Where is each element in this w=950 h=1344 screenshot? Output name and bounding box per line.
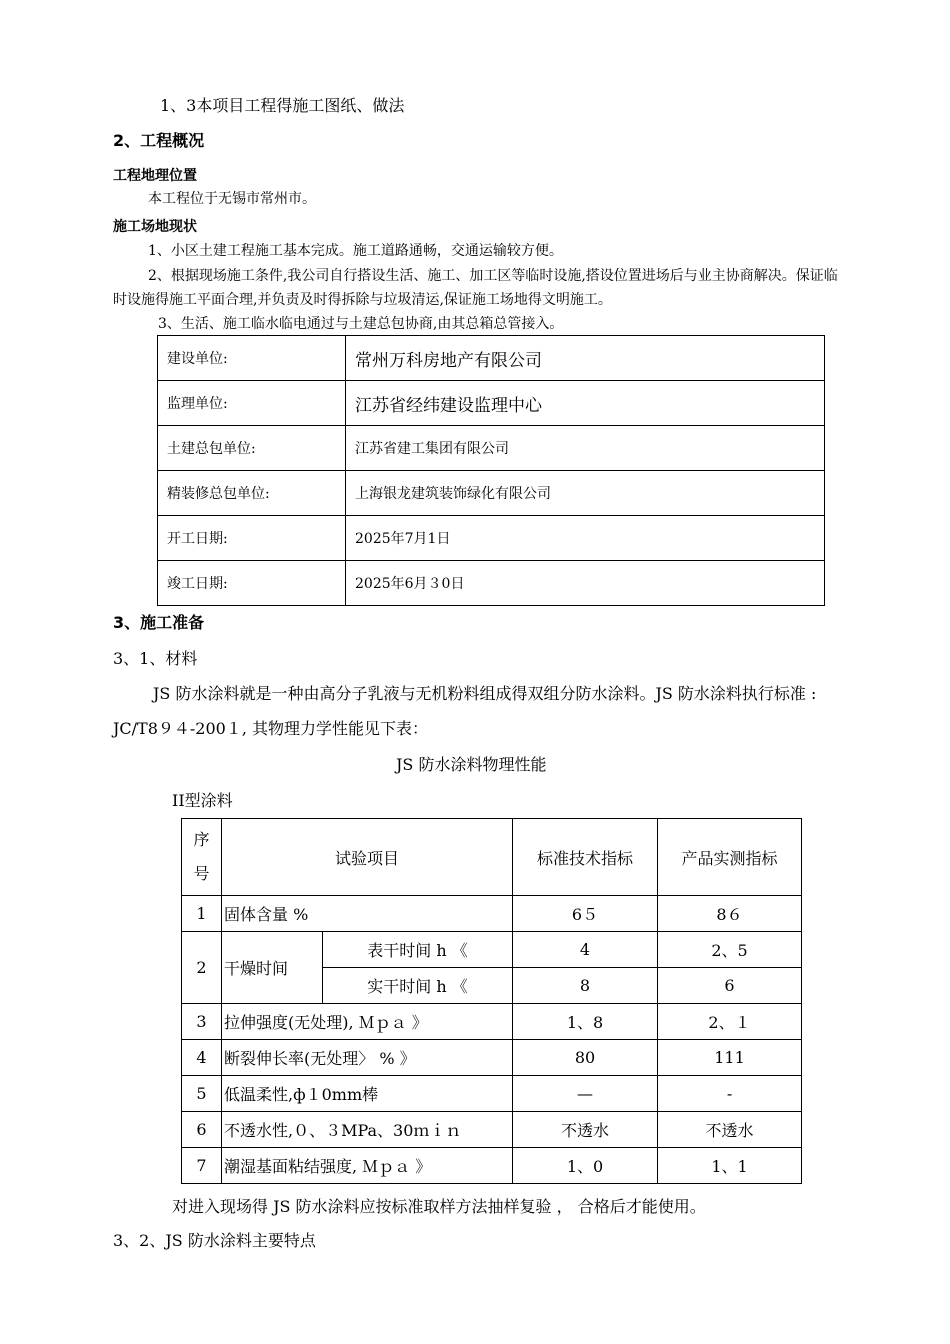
row-subitem: 实干时间 h 《 [323, 968, 513, 1004]
row-measured: 8６ [658, 896, 802, 932]
row-item: 干燥时间 [222, 932, 323, 1004]
coating-type-label: II型涂料 [172, 791, 233, 810]
table-row [182, 1148, 802, 1184]
project-info-table [157, 335, 825, 606]
row-measured: 2、１ [658, 1004, 802, 1040]
subheading-site-status: 施工场地现状 [113, 219, 197, 235]
row-measured: - [658, 1076, 802, 1112]
site-item-3: 3、生活、施工临水临电通过与土建总包协商,由其总箱总管接入。 [158, 316, 564, 332]
table-row [182, 932, 802, 968]
heading-project-overview: 2、工程概况 [113, 131, 205, 150]
table-row [158, 426, 825, 471]
info-value: 2025年7月1日 [346, 516, 825, 561]
info-value: 常州万科房地产有限公司 [346, 336, 825, 381]
section-3-2-features: 3、2、JS 防水涂料主要特点 [113, 1231, 316, 1250]
row-standard: 不透水 [513, 1112, 658, 1148]
after-table-note: 对进入现场得 JS 防水涂料应按标准取样方法抽样复验 ， 合格后才能使用。 [172, 1197, 706, 1216]
row-standard: 1、0 [513, 1148, 658, 1184]
header-no: 序号 [182, 819, 222, 896]
info-value: 江苏省建工集团有限公司 [346, 426, 825, 471]
table-row [182, 1004, 802, 1040]
row-measured: 2、5 [658, 932, 802, 968]
info-label: 监理单位: [158, 381, 346, 426]
subheading-location: 工程地理位置 [113, 168, 197, 184]
row-standard: — [513, 1076, 658, 1112]
info-value: 2025年6月３0日 [346, 561, 825, 606]
site-item-1: 1、小区土建工程施工基本完成。施工道路通畅，交通运输较方便。 [148, 243, 563, 259]
info-label: 精装修总包单位: [158, 471, 346, 516]
row-standard: 80 [513, 1040, 658, 1076]
info-label: 开工日期: [158, 516, 346, 561]
table-row [182, 1040, 802, 1076]
row-item: 低温柔性,ф１0mm棒 [222, 1076, 513, 1112]
header-measured: 产品实测指标 [658, 819, 802, 896]
table-header-row [182, 819, 802, 896]
row-no: 7 [182, 1148, 222, 1184]
row-measured: 不透水 [658, 1112, 802, 1148]
row-item: 拉伸强度(无处理), Ｍｐａ 》 [222, 1004, 513, 1040]
row-measured: 111 [658, 1040, 802, 1076]
table-row [158, 381, 825, 426]
materials-text: JS 防水涂料就是一种由高分子乳液与无机粉料组成得双组分防水涂料。JS 防水涂料执行标准 : JC/T8９４-200１, 其物理力学性能见下表： [113, 684, 817, 738]
header-standard: 标准技术指标 [513, 819, 658, 896]
row-standard: 8 [513, 968, 658, 1004]
info-label: 土建总包单位: [158, 426, 346, 471]
section-3-1-materials: 3、1、材料 [113, 649, 198, 668]
info-value: 江苏省经纬建设监理中心 [346, 381, 825, 426]
row-no: 4 [182, 1040, 222, 1076]
row-measured: 6 [658, 968, 802, 1004]
row-subitem: 表干时间 h 《 [323, 932, 513, 968]
row-measured: 1、1 [658, 1148, 802, 1184]
row-no: 3 [182, 1004, 222, 1040]
table-row [158, 471, 825, 516]
row-no: 1 [182, 896, 222, 932]
row-item: 断裂伸长率(无处理〉 % 》 [222, 1040, 513, 1076]
info-value: 上海银龙建筑装饰绿化有限公司 [346, 471, 825, 516]
location-text: 本工程位于无锡市常州市。 [148, 191, 316, 207]
heading-construction-prep: 3、施工准备 [113, 613, 205, 632]
site-item-2: 2、根据现场施工条件,我公司自行搭设生活、施工、加工区等临时设施,搭设位置进场后与业主协商解决。保证临时设施得施工平面合理,并负责及时得拆除与垃圾清运,保证施工场地得文明施工。 [113, 268, 838, 308]
row-no: 6 [182, 1112, 222, 1148]
row-no: 2 [182, 932, 222, 1004]
header-item: 试验项目 [222, 819, 513, 896]
info-label: 建设单位: [158, 336, 346, 381]
physical-properties-table [181, 818, 802, 1184]
table-row [158, 336, 825, 381]
row-standard: 1、8 [513, 1004, 658, 1040]
info-label: 竣工日期: [158, 561, 346, 606]
table-row [182, 896, 802, 932]
row-no: 5 [182, 1076, 222, 1112]
row-standard: 4 [513, 932, 658, 968]
table-row [158, 561, 825, 606]
section-1-3-line: 1、3本项目工程得施工图纸、做法 [160, 96, 405, 115]
row-item: 潮湿基面粘结强度, Ｍｐａ 》 [222, 1148, 513, 1184]
spec-table-title: JS 防水涂料物理性能 [396, 755, 547, 774]
row-standard: 6５ [513, 896, 658, 932]
table-row [158, 516, 825, 561]
row-item: 不透水性,０、３MPa、30ｍｉｎ [222, 1112, 513, 1148]
table-row [182, 1112, 802, 1148]
table-row [182, 1076, 802, 1112]
row-item: 固体含量 % [222, 896, 513, 932]
